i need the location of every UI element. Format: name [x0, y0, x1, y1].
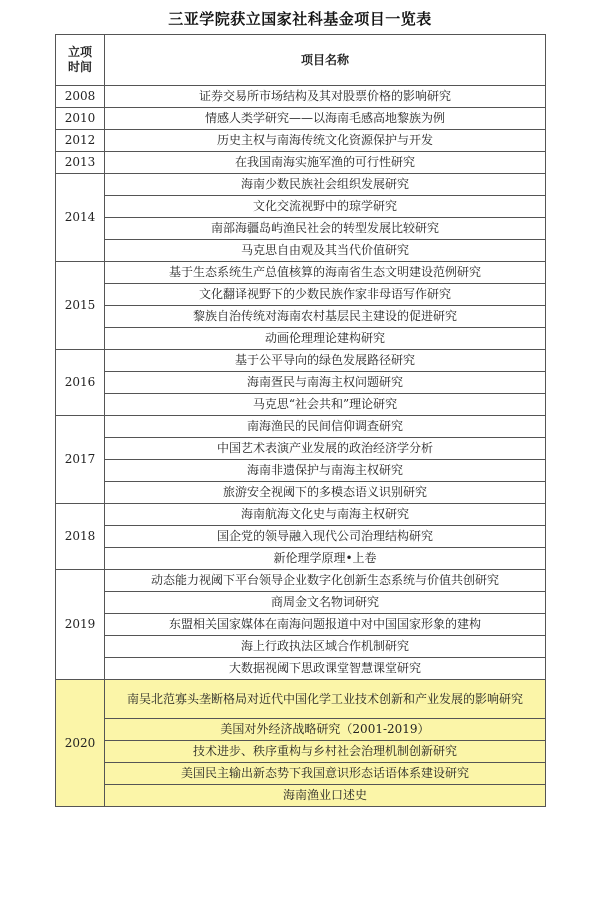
table-row — [56, 658, 546, 680]
table-row — [56, 763, 546, 785]
project-name-cell: 历史主权与南海传统文化资源保护与开发 — [105, 130, 546, 152]
table-row — [56, 719, 546, 741]
project-name-cell: 马克思“社会共和”理论研究 — [105, 394, 546, 416]
table-row — [56, 174, 546, 196]
year-cell: 2013 — [56, 152, 105, 174]
year-cell: 2008 — [56, 86, 105, 108]
project-name-cell: 海南渔业口述史 — [105, 785, 546, 807]
table-row — [56, 240, 546, 262]
project-name-cell: 南海渔民的民间信仰调查研究 — [105, 416, 546, 438]
project-name-cell: 文化交流视野中的琼学研究 — [105, 196, 546, 218]
column-header-year: 立项 时间 — [56, 35, 105, 86]
column-header-name: 项目名称 — [105, 35, 546, 86]
table-row — [56, 372, 546, 394]
table-row — [56, 130, 546, 152]
table-row — [56, 86, 546, 108]
project-name-cell: 南部海疆岛屿渔民社会的转型发展比较研究 — [105, 218, 546, 240]
year-cell: 2015 — [56, 262, 105, 350]
project-name-cell: 新伦理学原理•上卷 — [105, 548, 546, 570]
project-name-cell: 基于公平导向的绿色发展路径研究 — [105, 350, 546, 372]
table-row — [56, 394, 546, 416]
table-row — [56, 262, 546, 284]
year-cell: 2012 — [56, 130, 105, 152]
project-name-cell: 旅游安全视阈下的多模态语义识别研究 — [105, 482, 546, 504]
table-row — [56, 108, 546, 130]
projects-table — [55, 34, 546, 807]
table-row — [56, 785, 546, 807]
project-name-cell: 马克思自由观及其当代价值研究 — [105, 240, 546, 262]
project-name-cell: 大数据视阈下思政课堂智慧课堂研究 — [105, 658, 546, 680]
year-cell: 2010 — [56, 108, 105, 130]
table-row — [56, 306, 546, 328]
table-row — [56, 680, 546, 719]
table-row — [56, 350, 546, 372]
table-row — [56, 328, 546, 350]
year-cell: 2017 — [56, 416, 105, 504]
table-row — [56, 526, 546, 548]
project-name-cell: 文化翻译视野下的少数民族作家非母语写作研究 — [105, 284, 546, 306]
project-name-cell: 国企党的领导融入现代公司治理结构研究 — [105, 526, 546, 548]
project-name-cell: 美国对外经济战略研究（2001-2019） — [105, 719, 546, 741]
table-row — [56, 284, 546, 306]
year-cell: 2016 — [56, 350, 105, 416]
table-row — [56, 460, 546, 482]
table-row — [56, 196, 546, 218]
project-name-cell: 动态能力视阈下平台领导企业数字化创新生态系统与价值共创研究 — [105, 570, 546, 592]
project-name-cell: 情感人类学研究——以海南毛感高地黎族为例 — [105, 108, 546, 130]
project-name-cell: 在我国南海实施军渔的可行性研究 — [105, 152, 546, 174]
project-name-cell: 海南少数民族社会组织发展研究 — [105, 174, 546, 196]
year-cell: 2019 — [56, 570, 105, 680]
project-name-cell: 海南疍民与南海主权问题研究 — [105, 372, 546, 394]
year-cell: 2020 — [56, 680, 105, 807]
year-cell: 2018 — [56, 504, 105, 570]
table-row — [56, 570, 546, 592]
project-name-cell: 动画伦理理论建构研究 — [105, 328, 546, 350]
page-title: 三亚学院获立国家社科基金项目一览表 — [168, 10, 432, 28]
table-row — [56, 636, 546, 658]
project-name-cell: 证券交易所市场结构及其对股票价格的影响研究 — [105, 86, 546, 108]
table-row — [56, 548, 546, 570]
project-name-cell: 中国艺术表演产业发展的政治经济学分析 — [105, 438, 546, 460]
project-name-cell: 基于生态系统生产总值核算的海南省生态文明建设范例研究 — [105, 262, 546, 284]
project-name-cell: 东盟相关国家媒体在南海问题报道中对中国国家形象的建构 — [105, 614, 546, 636]
table-row — [56, 614, 546, 636]
project-name-cell: 海上行政执法区域合作机制研究 — [105, 636, 546, 658]
project-name-cell: 美国民主输出新态势下我国意识形态话语体系建设研究 — [105, 763, 546, 785]
table-row — [56, 592, 546, 614]
year-cell: 2014 — [56, 174, 105, 262]
table-row — [56, 218, 546, 240]
project-name-cell: 技术进步、秩序重构与乡村社会治理机制创新研究 — [105, 741, 546, 763]
table-row — [56, 438, 546, 460]
project-name-cell: 商周金文名物词研究 — [105, 592, 546, 614]
project-name-cell: 海南航海文化史与南海主权研究 — [105, 504, 546, 526]
table-row — [56, 504, 546, 526]
project-name-cell: 海南非遗保护与南海主权研究 — [105, 460, 546, 482]
table-row — [56, 416, 546, 438]
table-row — [56, 741, 546, 763]
project-name-cell: 黎族自治传统对海南农村基层民主建设的促进研究 — [105, 306, 546, 328]
project-name-cell: 南吴北范寡头垄断格局对近代中国化学工业技术创新和产业发展的影响研究 — [105, 680, 546, 719]
table-header-row — [56, 35, 546, 86]
table-row — [56, 482, 546, 504]
table-row — [56, 152, 546, 174]
